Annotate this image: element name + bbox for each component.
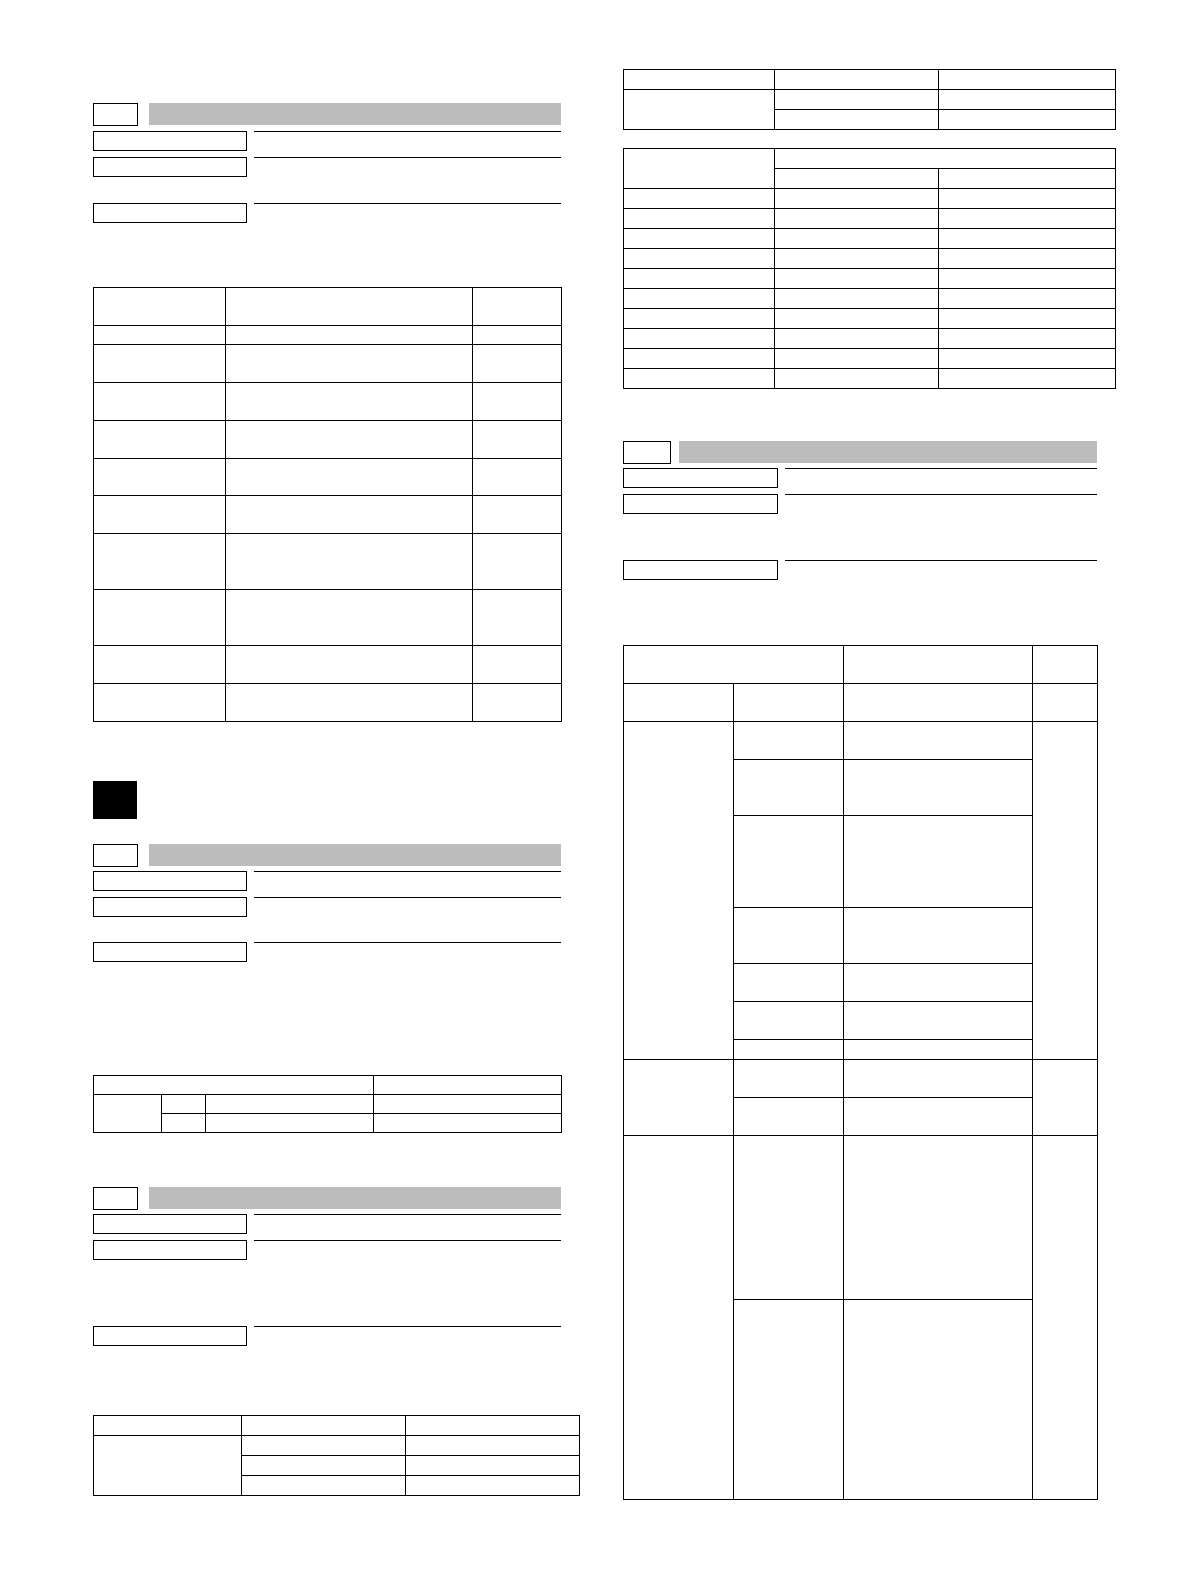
data-table xyxy=(93,287,562,722)
table-cell xyxy=(734,1300,844,1500)
table-cell xyxy=(94,534,226,590)
table-cell xyxy=(844,1060,1033,1098)
table-cell xyxy=(226,459,473,496)
field-label xyxy=(93,871,247,891)
table-cell xyxy=(775,349,939,369)
table-cell xyxy=(226,421,473,459)
field-label xyxy=(93,1214,247,1234)
table-cell xyxy=(844,964,1033,1002)
table-cell xyxy=(226,345,473,383)
table-cell xyxy=(734,1002,844,1040)
table-cell xyxy=(473,345,562,383)
table-cell xyxy=(226,496,473,534)
field-rule xyxy=(785,468,1097,469)
table-cell xyxy=(844,684,1033,722)
table-cell xyxy=(624,684,734,722)
table-cell xyxy=(473,288,562,326)
data-table xyxy=(623,645,1098,1500)
table-cell xyxy=(206,1095,374,1114)
table-cell xyxy=(939,369,1116,389)
table-cell xyxy=(406,1456,580,1476)
table-cell xyxy=(624,189,775,209)
table-cell xyxy=(94,496,226,534)
table-cell xyxy=(94,646,226,684)
table-cell xyxy=(775,369,939,389)
field-rule xyxy=(254,157,561,158)
table-cell xyxy=(939,269,1116,289)
table-cell xyxy=(226,590,473,646)
field-rule xyxy=(254,871,561,872)
table-cell xyxy=(374,1095,562,1114)
table-cell xyxy=(844,1002,1033,1040)
table-cell xyxy=(939,349,1116,369)
table-cell xyxy=(734,760,844,816)
table-cell xyxy=(775,169,939,189)
table-cell xyxy=(775,229,939,249)
table-cell xyxy=(374,1114,562,1133)
data-table xyxy=(623,69,1116,130)
field-label xyxy=(623,494,778,514)
table-cell xyxy=(624,289,775,309)
section-heading-bar xyxy=(149,103,561,125)
table-cell xyxy=(624,369,775,389)
table-cell xyxy=(734,908,844,964)
table-cell xyxy=(624,90,775,130)
field-rule xyxy=(254,1214,561,1215)
table-cell xyxy=(473,684,562,722)
table-cell xyxy=(775,309,939,329)
table-cell xyxy=(624,249,775,269)
table-cell xyxy=(1033,1136,1098,1500)
data-table xyxy=(93,1075,562,1133)
table-cell xyxy=(624,229,775,249)
field-rule xyxy=(254,897,561,898)
table-cell xyxy=(624,309,775,329)
section-heading-bar xyxy=(679,441,1097,463)
field-label xyxy=(93,897,247,917)
table-cell xyxy=(226,288,473,326)
table-cell xyxy=(775,90,939,110)
table-cell xyxy=(473,326,562,345)
table-cell xyxy=(1033,1060,1098,1136)
table-cell xyxy=(844,1098,1033,1136)
table-cell xyxy=(94,1416,242,1436)
table-cell xyxy=(624,722,734,1060)
table-cell xyxy=(624,209,775,229)
field-label xyxy=(93,157,247,177)
table-cell xyxy=(734,816,844,908)
table-cell xyxy=(94,1095,162,1133)
table-cell xyxy=(775,110,939,130)
table-cell xyxy=(242,1476,406,1496)
table-cell xyxy=(94,590,226,646)
field-rule xyxy=(254,1240,561,1241)
table-cell xyxy=(624,269,775,289)
table-cell xyxy=(226,326,473,345)
section-heading-bar xyxy=(149,1187,561,1209)
table-cell xyxy=(844,722,1033,760)
field-rule xyxy=(785,494,1097,495)
table-cell xyxy=(939,110,1116,130)
table-cell xyxy=(473,534,562,590)
table-cell xyxy=(844,816,1033,908)
data-table xyxy=(623,148,1116,389)
table-cell xyxy=(939,70,1116,90)
table-cell xyxy=(775,249,939,269)
table-cell xyxy=(624,149,775,189)
table-cell xyxy=(624,646,844,684)
table-cell xyxy=(734,1060,844,1098)
table-cell xyxy=(1033,684,1098,722)
table-cell xyxy=(473,646,562,684)
table-cell xyxy=(844,760,1033,816)
table-cell xyxy=(473,590,562,646)
table-cell xyxy=(939,209,1116,229)
table-cell xyxy=(939,329,1116,349)
table-cell xyxy=(473,496,562,534)
table-cell xyxy=(94,421,226,459)
field-label xyxy=(623,560,778,580)
table-cell xyxy=(775,289,939,309)
table-cell xyxy=(94,459,226,496)
section-number-box xyxy=(93,1187,138,1210)
table-cell xyxy=(1033,646,1098,684)
table-cell xyxy=(939,229,1116,249)
table-cell xyxy=(226,684,473,722)
table-cell xyxy=(844,646,1033,684)
field-label xyxy=(93,1240,247,1260)
table-cell xyxy=(94,1076,374,1095)
table-cell xyxy=(226,534,473,590)
table-cell xyxy=(206,1114,374,1133)
field-rule xyxy=(785,560,1097,561)
table-cell xyxy=(374,1076,562,1095)
table-cell xyxy=(775,189,939,209)
table-cell xyxy=(775,70,939,90)
table-cell xyxy=(775,329,939,349)
table-cell xyxy=(734,1040,844,1060)
table-cell xyxy=(162,1095,206,1114)
field-label xyxy=(93,1326,247,1346)
table-cell xyxy=(406,1476,580,1496)
table-cell xyxy=(94,684,226,722)
section-number-box xyxy=(623,441,671,464)
section-number-box xyxy=(93,844,138,867)
table-cell xyxy=(94,1436,242,1496)
table-cell xyxy=(939,189,1116,209)
table-cell xyxy=(473,421,562,459)
table-cell xyxy=(94,345,226,383)
field-label xyxy=(93,131,247,151)
field-rule xyxy=(254,942,561,943)
table-cell xyxy=(939,90,1116,110)
table-cell xyxy=(844,1040,1033,1060)
table-cell xyxy=(624,1060,734,1136)
data-table xyxy=(93,1415,580,1496)
table-cell xyxy=(473,459,562,496)
table-cell xyxy=(94,326,226,345)
table-cell xyxy=(624,70,775,90)
table-cell xyxy=(939,249,1116,269)
table-cell xyxy=(473,383,562,421)
table-cell xyxy=(242,1456,406,1476)
field-label xyxy=(93,942,247,962)
table-cell xyxy=(242,1416,406,1436)
table-cell xyxy=(734,1098,844,1136)
section-heading-bar xyxy=(149,844,561,866)
table-cell xyxy=(734,1136,844,1300)
table-cell xyxy=(939,289,1116,309)
table-cell xyxy=(624,1136,734,1500)
table-cell xyxy=(94,383,226,421)
table-cell xyxy=(939,169,1116,189)
table-cell xyxy=(939,309,1116,329)
table-cell xyxy=(734,964,844,1002)
table-cell xyxy=(242,1436,406,1456)
table-cell xyxy=(162,1114,206,1133)
field-rule xyxy=(254,131,561,132)
table-cell xyxy=(94,288,226,326)
table-cell xyxy=(775,269,939,289)
field-rule xyxy=(254,203,561,204)
table-cell xyxy=(734,684,844,722)
table-cell xyxy=(844,1300,1033,1500)
table-cell xyxy=(775,209,939,229)
table-cell xyxy=(624,349,775,369)
table-cell xyxy=(226,646,473,684)
table-cell xyxy=(624,329,775,349)
chapter-marker xyxy=(93,781,137,819)
field-rule xyxy=(254,1326,561,1327)
table-cell xyxy=(775,149,1116,169)
table-cell xyxy=(406,1436,580,1456)
section-number-box xyxy=(93,103,138,126)
table-cell xyxy=(226,383,473,421)
field-label xyxy=(623,468,778,488)
table-cell xyxy=(844,1136,1033,1300)
field-label xyxy=(93,203,247,223)
table-cell xyxy=(844,908,1033,964)
table-cell xyxy=(734,722,844,760)
table-cell xyxy=(406,1416,580,1436)
table-cell xyxy=(1033,722,1098,1060)
